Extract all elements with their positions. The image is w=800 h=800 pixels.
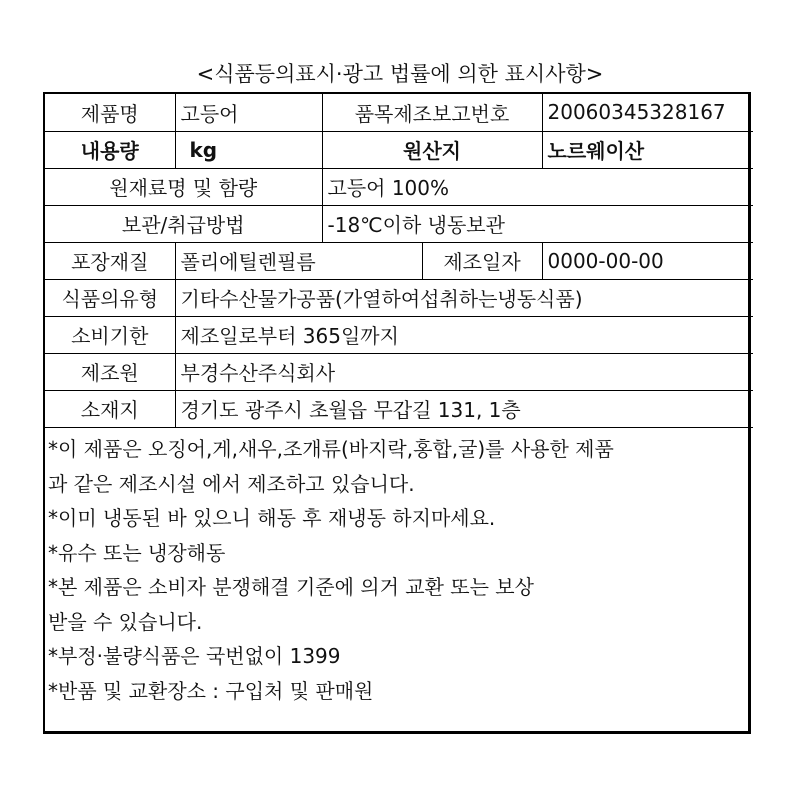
row-address (45, 390, 753, 427)
ingredient-value: 고등어 100% (322, 168, 753, 205)
row-manufacturer (45, 353, 753, 390)
note-line: *유수 또는 냉장해동 (48, 540, 226, 565)
food-label-box (43, 92, 751, 734)
info-table (45, 94, 753, 428)
report-no-value: 20060345328167 (542, 94, 753, 131)
row-content (45, 131, 753, 168)
expiry-value: 제조일로부터 365일까지 (175, 316, 753, 353)
mfg-date-label: 제조일자 (422, 242, 542, 279)
origin-label: 원산지 (322, 131, 542, 168)
origin-value: 노르웨이산 (542, 131, 753, 168)
address-value: 경기도 광주시 초월읍 무갑길 131, 1층 (175, 390, 753, 427)
row-ingredient (45, 168, 753, 205)
manufacturer-value: 부경수산주식회사 (175, 353, 753, 390)
address-label: 소재지 (45, 390, 175, 427)
packaging-value: 폴리에틸렌필름 (175, 242, 422, 279)
food-type-value: 기타수산물가공품(가열하여섭취하는냉동식품) (175, 279, 753, 316)
row-product-name (45, 94, 753, 131)
note-line: *부정·불량식품은 국번없이 1399 (48, 644, 341, 668)
packaging-label: 포장재질 (45, 242, 175, 279)
content-value: kg (175, 131, 322, 168)
notes-section (48, 432, 748, 708)
report-no-label: 품목제조보고번호 (322, 94, 542, 131)
expiry-label: 소비기한 (45, 316, 175, 353)
manufacturer-label: 제조원 (45, 353, 175, 390)
note-line: *반품 및 교환장소 : 구입처 및 판매원 (48, 678, 374, 703)
mfg-date-value: 0000-00-00 (542, 242, 753, 279)
note-line: *이 제품은 오징어,게,새우,조개류(바지락,홍합,굴)를 사용한 제품 (48, 437, 614, 461)
note-line: 받을 수 있습니다. (48, 609, 203, 634)
row-expiry (45, 316, 753, 353)
storage-label: 보관/취급방법 (45, 205, 322, 242)
product-name-label: 제품명 (45, 94, 175, 131)
note-line: *본 제품은 소비자 분쟁해결 기준에 의거 교환 또는 보상 (48, 575, 534, 599)
content-label: 내용량 (45, 131, 175, 168)
storage-value: -18℃이하 냉동보관 (322, 205, 753, 242)
row-food-type (45, 279, 753, 316)
label-title: <식품등의표시·광고 법률에 의한 표시사항> (196, 62, 604, 86)
food-type-label: 식품의유형 (45, 279, 175, 316)
row-packaging (45, 242, 753, 279)
note-line: *이미 냉동된 바 있으니 해동 후 재냉동 하지마세요. (48, 506, 496, 530)
product-name-value: 고등어 (175, 94, 322, 131)
ingredient-label: 원재료명 및 함량 (45, 168, 322, 205)
row-storage (45, 205, 753, 242)
note-line: 과 같은 제조시설 에서 제조하고 있습니다. (48, 471, 415, 496)
